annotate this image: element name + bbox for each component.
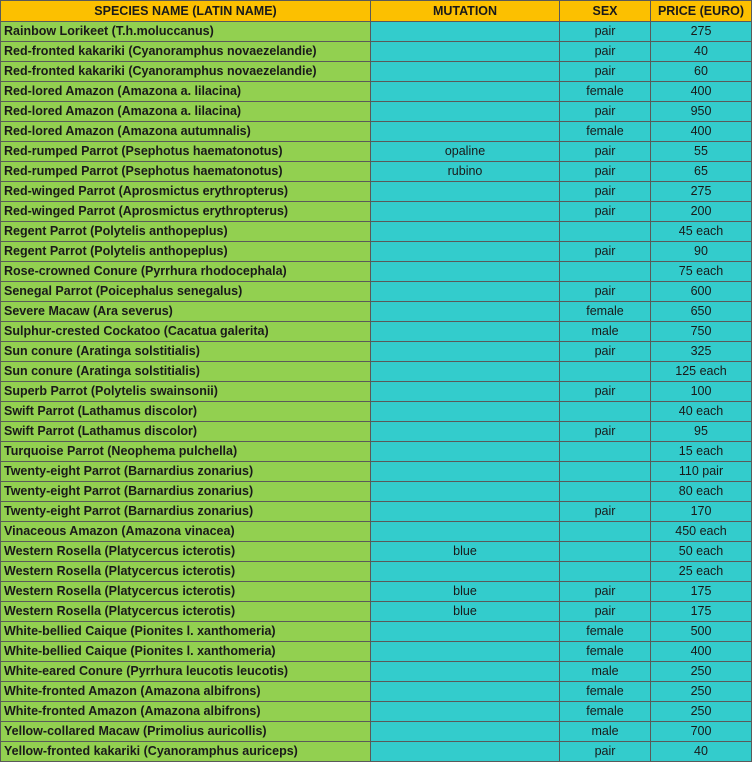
species-cell: Red-fronted kakariki (Cyanoramphus novaezelandie) [1,62,371,82]
species-cell: Red-lored Amazon (Amazona autumnalis) [1,122,371,142]
sex-cell: male [560,662,651,682]
sex-cell: pair [560,602,651,622]
price-cell: 75 each [651,262,752,282]
table-row [1,122,752,142]
sex-cell: female [560,122,651,142]
species-cell: Regent Parrot (Polytelis anthopeplus) [1,222,371,242]
sex-cell: pair [560,242,651,262]
price-cell: 40 [651,42,752,62]
mutation-cell [371,442,560,462]
table-row [1,182,752,202]
price-cell: 45 each [651,222,752,242]
sex-cell: pair [560,382,651,402]
mutation-cell [371,742,560,762]
species-cell: White-eared Conure (Pyrrhura leucotis leucotis) [1,662,371,682]
sex-cell: pair [560,502,651,522]
sex-cell: female [560,682,651,702]
price-cell: 250 [651,662,752,682]
mutation-cell [371,242,560,262]
mutation-cell: rubino [371,162,560,182]
price-cell: 950 [651,102,752,122]
mutation-cell [371,202,560,222]
species-cell: White-bellied Caique (Pionites l. xanthomeria) [1,642,371,662]
header-price: PRICE (EURO) [651,1,752,22]
species-cell: Red-rumped Parrot (Psephotus haematonotus) [1,162,371,182]
sex-cell: female [560,622,651,642]
species-cell: Yellow-collared Macaw (Primolius auricollis) [1,722,371,742]
species-cell: Twenty-eight Parrot (Barnardius zonarius) [1,502,371,522]
species-cell: White-fronted Amazon (Amazona albifrons) [1,682,371,702]
mutation-cell [371,642,560,662]
sex-cell: female [560,702,651,722]
sex-cell [560,402,651,422]
mutation-cell [371,482,560,502]
price-cell: 450 each [651,522,752,542]
mutation-cell [371,42,560,62]
price-cell: 500 [651,622,752,642]
species-cell: Western Rosella (Platycercus icterotis) [1,582,371,602]
header-row [1,1,752,22]
mutation-cell [371,342,560,362]
mutation-cell [371,22,560,42]
price-cell: 15 each [651,442,752,462]
mutation-cell [371,262,560,282]
table-row [1,702,752,722]
table-row [1,722,752,742]
species-cell: Regent Parrot (Polytelis anthopeplus) [1,242,371,262]
price-cell: 700 [651,722,752,742]
sex-cell: pair [560,22,651,42]
table-row [1,582,752,602]
species-cell: Sun conure (Aratinga solstitialis) [1,342,371,362]
table-row [1,162,752,182]
table-row [1,42,752,62]
header-mutation: MUTATION [371,1,560,22]
species-cell: Sulphur-crested Cockatoo (Cacatua galerita) [1,322,371,342]
species-cell: Superb Parrot (Polytelis swainsonii) [1,382,371,402]
species-cell: Turquoise Parrot (Neophema pulchella) [1,442,371,462]
price-cell: 275 [651,182,752,202]
price-cell: 170 [651,502,752,522]
species-cell: Twenty-eight Parrot (Barnardius zonarius) [1,462,371,482]
species-cell: Red-lored Amazon (Amazona a. lilacina) [1,82,371,102]
mutation-cell: opaline [371,142,560,162]
price-cell: 110 pair [651,462,752,482]
sex-cell [560,442,651,462]
mutation-cell [371,402,560,422]
price-cell: 200 [651,202,752,222]
species-cell: Red-lored Amazon (Amazona a. lilacina) [1,102,371,122]
sex-cell: pair [560,182,651,202]
table-row [1,242,752,262]
species-cell: Rainbow Lorikeet (T.h.moluccanus) [1,22,371,42]
mutation-cell [371,622,560,642]
species-cell: Yellow-fronted kakariki (Cyanoramphus auriceps) [1,742,371,762]
price-cell: 80 each [651,482,752,502]
sex-cell: male [560,322,651,342]
mutation-cell [371,462,560,482]
price-cell: 55 [651,142,752,162]
species-cell: Red-rumped Parrot (Psephotus haematonotus) [1,142,371,162]
species-cell: Sun conure (Aratinga solstitialis) [1,362,371,382]
price-cell: 750 [651,322,752,342]
table-row [1,102,752,122]
table-row [1,302,752,322]
table-row [1,562,752,582]
sex-cell: pair [560,342,651,362]
price-cell: 40 [651,742,752,762]
price-cell: 175 [651,582,752,602]
sex-cell: male [560,722,651,742]
price-cell: 400 [651,82,752,102]
sex-cell: pair [560,582,651,602]
table-row [1,82,752,102]
header-species: SPECIES NAME (LATIN NAME) [1,1,371,22]
sex-cell: pair [560,162,651,182]
sex-cell: pair [560,102,651,122]
price-cell: 650 [651,302,752,322]
mutation-cell [371,702,560,722]
table-row [1,262,752,282]
table-row [1,362,752,382]
price-cell: 400 [651,642,752,662]
sex-cell: female [560,302,651,322]
sex-cell [560,542,651,562]
mutation-cell: blue [371,582,560,602]
table-row [1,282,752,302]
price-cell: 125 each [651,362,752,382]
table-row [1,62,752,82]
mutation-cell [371,502,560,522]
mutation-cell: blue [371,542,560,562]
mutation-cell [371,422,560,442]
mutation-cell [371,522,560,542]
species-cell: Red-winged Parrot (Aprosmictus erythropterus) [1,182,371,202]
species-cell: Vinaceous Amazon (Amazona vinacea) [1,522,371,542]
species-cell: White-bellied Caique (Pionites l. xanthomeria) [1,622,371,642]
table-row [1,222,752,242]
table-row [1,742,752,762]
table-row [1,22,752,42]
sex-cell [560,462,651,482]
price-cell: 600 [651,282,752,302]
price-cell: 65 [651,162,752,182]
price-cell: 325 [651,342,752,362]
table-row [1,202,752,222]
mutation-cell [371,562,560,582]
table-row [1,542,752,562]
table-row [1,342,752,362]
mutation-cell [371,662,560,682]
price-cell: 25 each [651,562,752,582]
price-cell: 50 each [651,542,752,562]
sex-cell: female [560,642,651,662]
sex-cell: pair [560,742,651,762]
mutation-cell [371,182,560,202]
table-row [1,422,752,442]
mutation-cell [371,102,560,122]
mutation-cell [371,322,560,342]
sex-cell [560,522,651,542]
mutation-cell [371,682,560,702]
table-row [1,642,752,662]
sex-cell: pair [560,142,651,162]
species-cell: White-fronted Amazon (Amazona albifrons) [1,702,371,722]
sex-cell: pair [560,42,651,62]
mutation-cell [371,302,560,322]
table-header [1,1,752,22]
table-row [1,322,752,342]
sex-cell [560,262,651,282]
price-cell: 90 [651,242,752,262]
price-cell: 175 [651,602,752,622]
species-cell: Swift Parrot (Lathamus discolor) [1,402,371,422]
table-row [1,662,752,682]
table-row [1,602,752,622]
species-cell: Red-fronted kakariki (Cyanoramphus novaezelandie) [1,42,371,62]
species-cell: Swift Parrot (Lathamus discolor) [1,422,371,442]
price-cell: 40 each [651,402,752,422]
species-cell: Western Rosella (Platycercus icterotis) [1,602,371,622]
species-cell: Rose-crowned Conure (Pyrrhura rhodocephala) [1,262,371,282]
mutation-cell [371,382,560,402]
species-cell: Western Rosella (Platycercus icterotis) [1,542,371,562]
price-cell: 60 [651,62,752,82]
table-row [1,502,752,522]
sex-cell [560,362,651,382]
price-cell: 95 [651,422,752,442]
table-row [1,402,752,422]
sex-cell [560,482,651,502]
species-cell: Severe Macaw (Ara severus) [1,302,371,322]
price-cell: 250 [651,702,752,722]
table-row [1,382,752,402]
species-cell: Senegal Parrot (Poicephalus senegalus) [1,282,371,302]
price-cell: 100 [651,382,752,402]
price-cell: 250 [651,682,752,702]
mutation-cell [371,282,560,302]
table-row [1,462,752,482]
table-row [1,522,752,542]
table-row [1,622,752,642]
mutation-cell [371,62,560,82]
species-cell: Twenty-eight Parrot (Barnardius zonarius) [1,482,371,502]
species-cell: Western Rosella (Platycercus icterotis) [1,562,371,582]
sex-cell [560,222,651,242]
header-sex: SEX [560,1,651,22]
price-cell: 400 [651,122,752,142]
mutation-cell [371,362,560,382]
table-row [1,482,752,502]
price-cell: 275 [651,22,752,42]
table-row [1,442,752,462]
mutation-cell [371,82,560,102]
sex-cell: pair [560,202,651,222]
sex-cell [560,562,651,582]
table-row [1,682,752,702]
sex-cell: female [560,82,651,102]
sex-cell: pair [560,422,651,442]
species-cell: Red-winged Parrot (Aprosmictus erythropterus) [1,202,371,222]
mutation-cell: blue [371,602,560,622]
mutation-cell [371,222,560,242]
table-row [1,142,752,162]
mutation-cell [371,122,560,142]
table-body [1,22,752,762]
sex-cell: pair [560,282,651,302]
mutation-cell [371,722,560,742]
sex-cell: pair [560,62,651,82]
